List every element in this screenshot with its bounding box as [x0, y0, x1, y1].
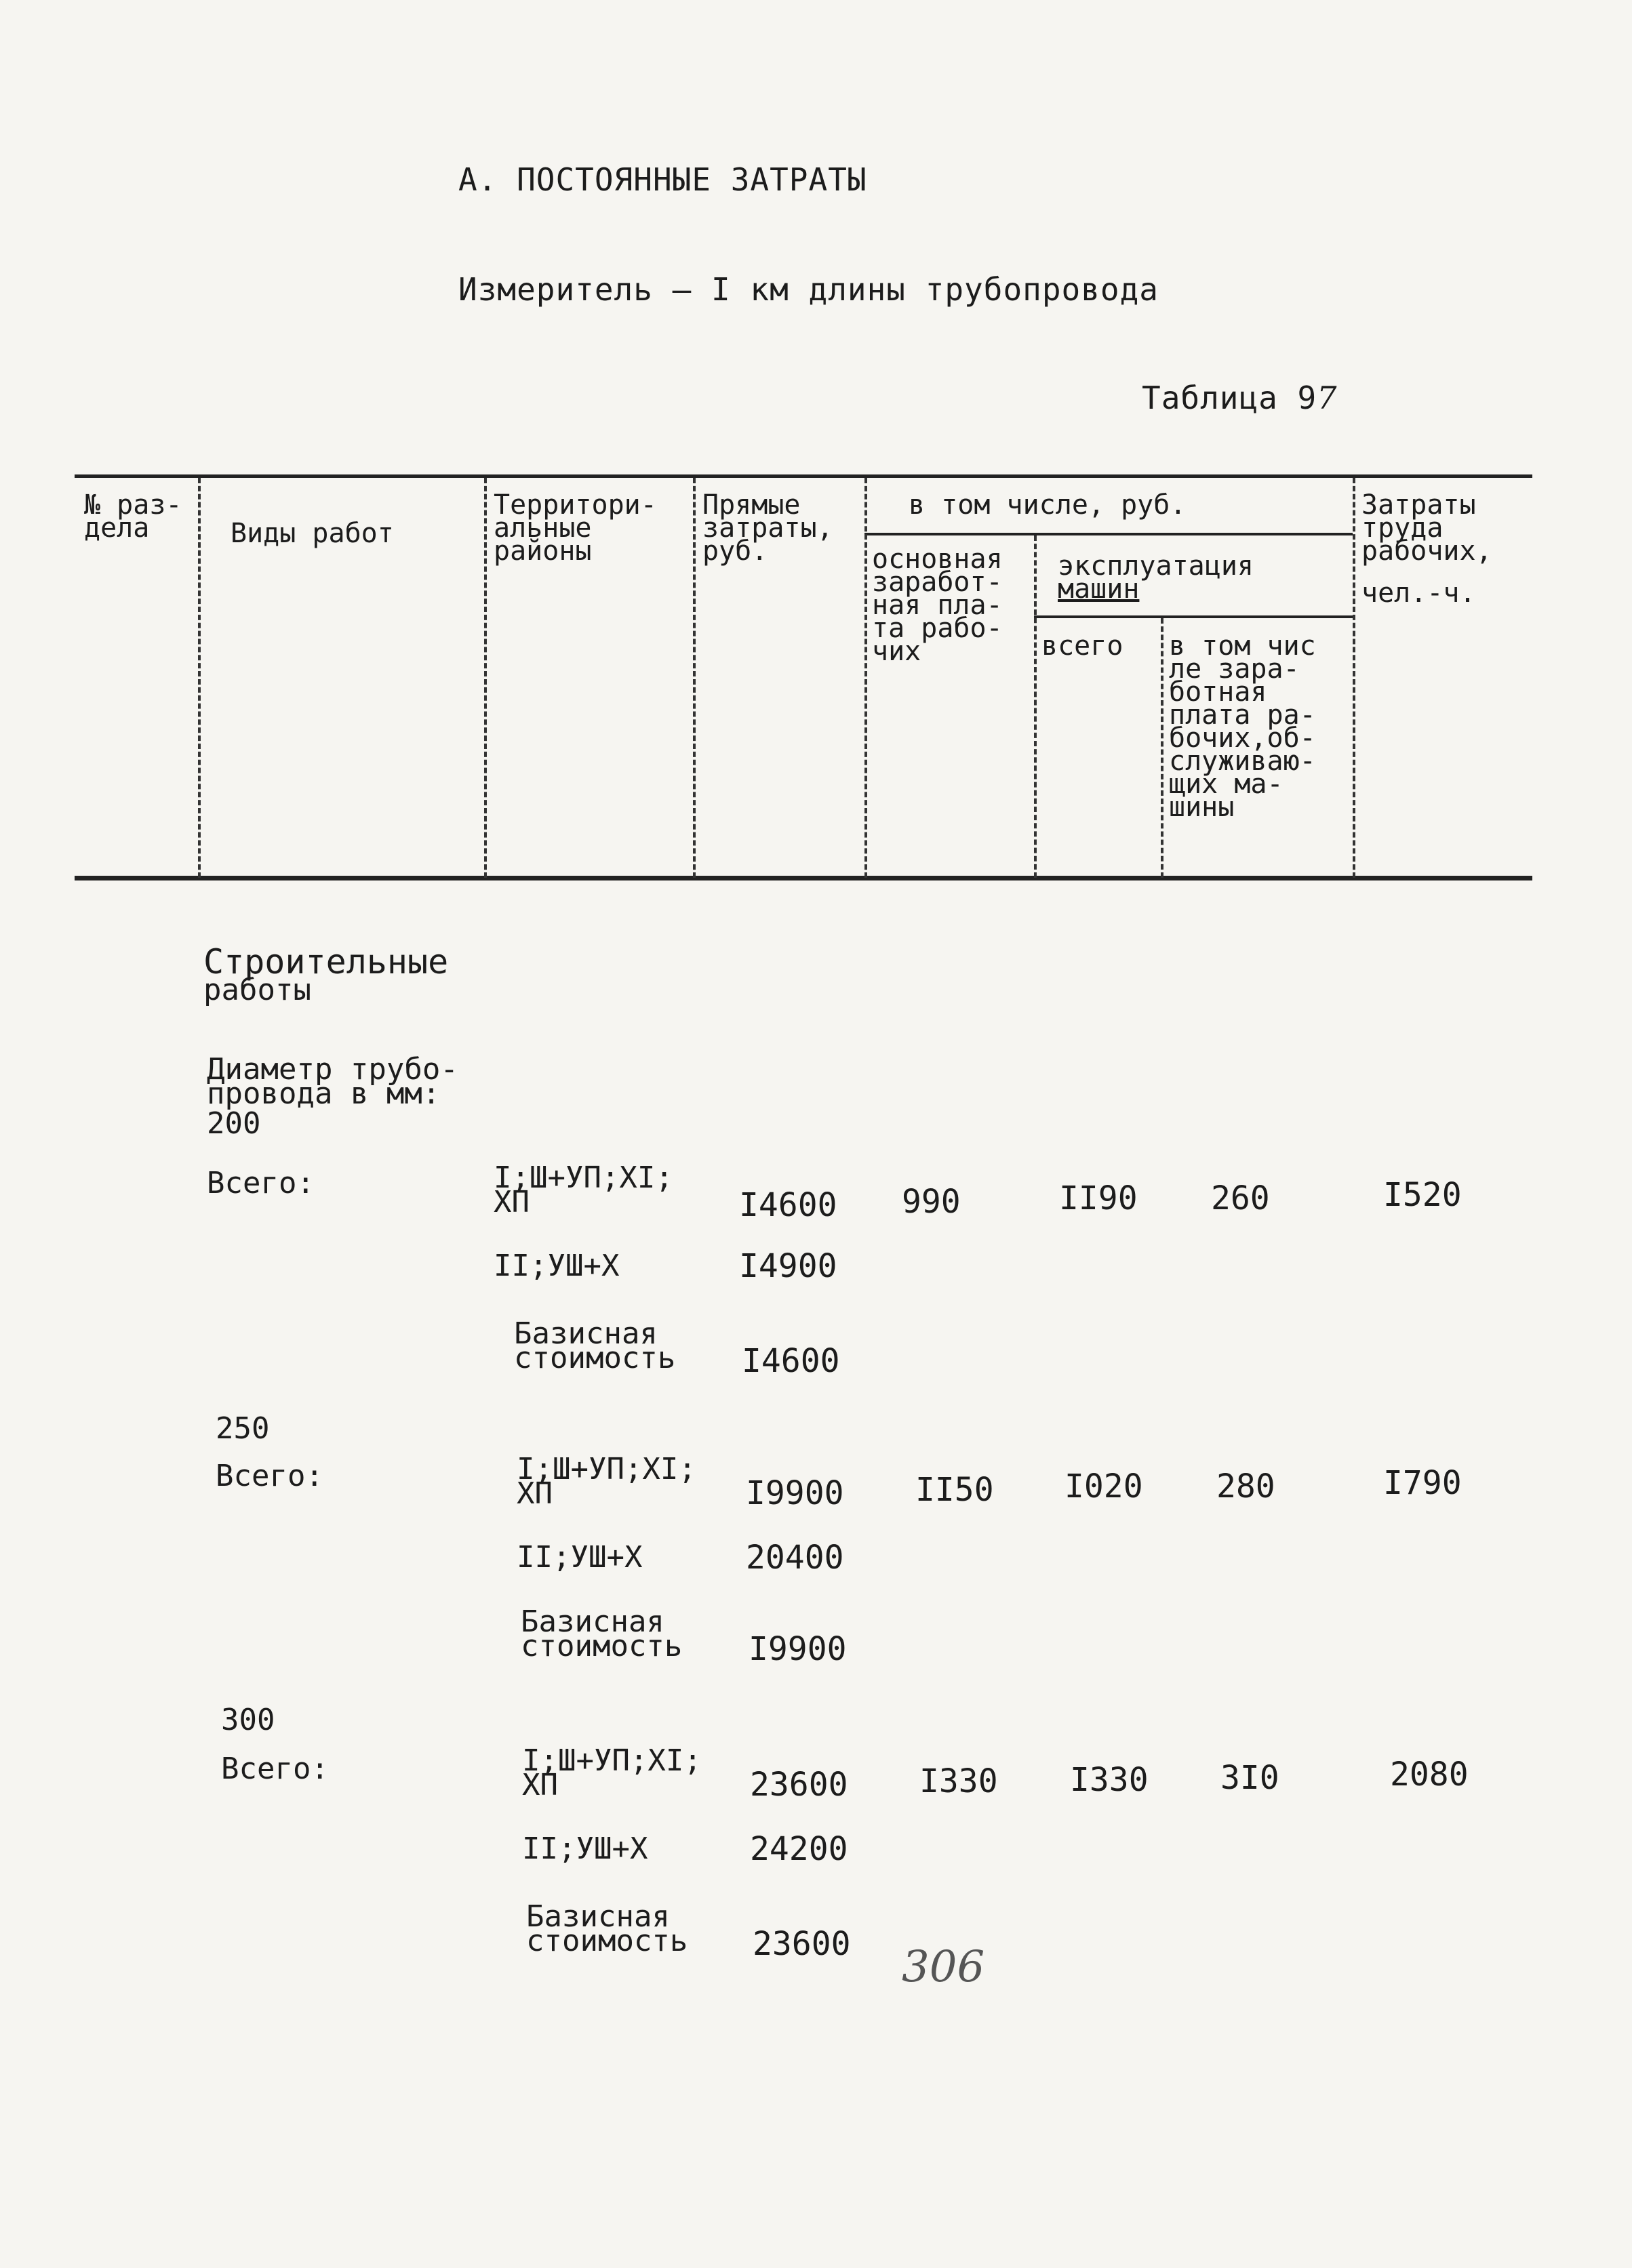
table-header-bottom-rule: [75, 876, 1532, 880]
header-including: в том числе, руб.: [909, 489, 1187, 521]
direct-row2: 24200: [750, 1830, 848, 1868]
header-machine-total: всего: [1041, 630, 1123, 662]
total-label: Всего:: [221, 1751, 329, 1786]
regions-row2: II;УШ+X: [517, 1540, 643, 1575]
divider-1: [198, 478, 201, 878]
machine-total: I330: [1070, 1761, 1149, 1799]
machine-subrule: [1034, 615, 1353, 618]
section-heading: Строительные работы: [203, 942, 449, 1007]
labor: 2080: [1390, 1756, 1469, 1794]
table-top-rule: [75, 474, 1532, 478]
meter-line: Измеритель – I км длины трубопровода: [458, 271, 1159, 308]
base-wage: 990: [902, 1183, 961, 1221]
direct-row3: 23600: [753, 1925, 851, 1963]
regions-row3: Базисная стоимость: [526, 1899, 688, 1958]
direct-row2: 20400: [746, 1539, 844, 1577]
table-label: Таблица 97: [1142, 380, 1338, 416]
machine-wage: 3I0: [1220, 1759, 1279, 1797]
divider-5: [1034, 535, 1037, 878]
header-territorial: Территори- альные районы: [494, 489, 657, 567]
divider-6: [1161, 618, 1163, 878]
machine-total: I020: [1064, 1467, 1143, 1505]
direct-row3: I4600: [742, 1342, 840, 1380]
regions-row3: Базисная стоимость: [521, 1604, 683, 1663]
handwritten-page-number: 306: [902, 1942, 985, 1992]
header-section-number: № раз- дела: [84, 489, 182, 544]
regions-row2: II;УШ+X: [522, 1831, 648, 1866]
header-machine-wage: в том чис ле зара- ботная плата ра- бочих,об- служиваю- щих ма- шины: [1169, 630, 1316, 823]
handwritten-table-number: 7: [1317, 380, 1338, 416]
direct-row1: I9900: [746, 1474, 844, 1512]
diameter-value: 300: [221, 1703, 275, 1737]
regions-row1: I;Ш+УП;XI; XП: [494, 1160, 673, 1219]
direct-row2: I4900: [739, 1247, 837, 1285]
regions-row1: I;Ш+УП;XI; XП: [522, 1743, 702, 1802]
including-subrule: [864, 533, 1353, 535]
divider-4: [864, 478, 867, 878]
regions-row2: II;УШ+X: [494, 1249, 620, 1283]
diameter-value: 200: [207, 1106, 261, 1141]
divider-2: [484, 478, 487, 878]
labor: I790: [1383, 1464, 1462, 1502]
total-label: Всего:: [207, 1166, 315, 1200]
base-wage: I330: [919, 1762, 998, 1800]
header-work-type: Виды работ: [231, 518, 394, 549]
section-title: А. ПОСТОЯННЫЕ ЗАТРАТЫ: [458, 161, 867, 198]
direct-row1: 23600: [750, 1766, 848, 1804]
regions-row1: I;Ш+УП;XI; XП: [517, 1452, 696, 1511]
direct-row1: I4600: [739, 1186, 837, 1224]
divider-3: [693, 478, 696, 878]
divider-7: [1353, 478, 1355, 878]
machine-total: II90: [1059, 1179, 1138, 1217]
header-machine-operation: эксплуатация машин: [1058, 550, 1254, 605]
labor: I520: [1383, 1176, 1462, 1214]
header-direct-costs: Прямые затраты, руб.: [702, 489, 833, 567]
regions-row3: Базисная стоимость: [514, 1316, 676, 1375]
diameter-value: 250: [216, 1411, 270, 1446]
machine-wage: 280: [1216, 1467, 1275, 1505]
diameter-heading: Диаметр трубо- провода в мм:: [207, 1052, 458, 1111]
header-labor: Затраты труда рабочих, чел.-ч.: [1361, 489, 1492, 609]
base-wage: II50: [915, 1471, 994, 1509]
total-label: Всего:: [216, 1459, 323, 1493]
header-base-wage: основная заработ- ная пла- та рабо- чих: [872, 544, 1003, 667]
machine-wage: 260: [1211, 1179, 1270, 1217]
direct-row3: I9900: [749, 1630, 847, 1668]
